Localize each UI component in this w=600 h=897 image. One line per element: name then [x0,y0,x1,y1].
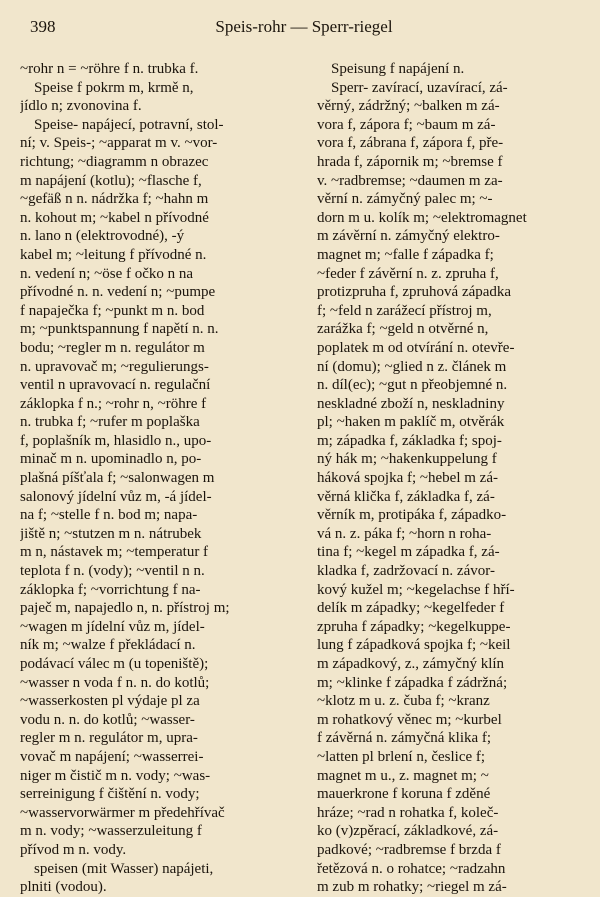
entry-line: minač m n. upominadlo n, po- [20,451,202,468]
entry-line: m; ~punktspannung f napětí n. n. [20,321,219,338]
entry-line: kabel m; ~leitung f přívodné n. [20,246,207,263]
entry-line: ko (v)zpěrací, základkové, zá- [317,823,499,840]
entry-line: bodu; ~regler m n. regulátor m [20,339,205,356]
entry-line: f; ~feld n zarážecí přístroj m, [317,302,492,319]
entry-line: hrada f, zápornik m; ~bremse f [317,153,503,170]
entry-line: plašná píšťala f; ~salonwagen m [20,470,215,487]
entry-line: ~latten pl brlení n, česlice f; [317,748,486,765]
entry-line: plniti (vodou). [20,879,107,896]
entry-line: ný hák m; ~hakenkuppelung f [317,451,497,468]
entry-line: f závěrná n. zámyčná klika f; [317,730,492,747]
entry-line: Sperr- zavírací, uzavírací, zá- [331,79,508,96]
entry-line: tina f; ~kegel m západka f, zá- [317,544,500,561]
entry-line: podávací válec m (u topeniště); [20,656,209,672]
entry-line: richtung; ~diagramm n obrazec [20,153,209,170]
entry-line: teplota f n. (vody); ~ventil n n. [20,563,205,580]
entry-line: serreinigung f čištění n. vody; [20,786,200,803]
entry-line: ~klotz m u. z. čuba f; ~kranz [317,693,490,710]
entry-line: vodu n. n. do kotlů; ~wasser- [20,711,195,728]
entry-line: regler m n. regulátor m, upra- [20,730,198,747]
entry-line: ~wagen m jídelní vůz m, jídel- [20,618,205,635]
entry-line: ~gefäß n n. nádržka f; ~hahn m [20,191,209,208]
entry-line: neskladné zboží n, neskladniny [317,395,505,412]
entry-line: m; západka f, základka f; spoj- [317,432,502,449]
entry-line: věrník m, protipáka f, západko- [317,507,507,524]
entry-line: m; ~klinke f západka f zádržná; [317,674,508,691]
entry-line: n. trubka f; ~rufer m poplaška [20,414,200,431]
entry-line: kladka f, zadržovací n. závor- [317,563,495,580]
entry-line: magnet m; ~falle f západka f; [317,246,494,263]
entry-line: věrní n. zámyčný palec m; ~- [317,191,493,208]
entry-line: ~wasser n voda f n. n. do kotlů; [20,674,210,691]
entry-line: n. upravovač m; ~regulierungs- [20,358,209,375]
entry-line: kový kužel m; ~kegelachse f hří- [317,581,515,598]
entry-line: n. kohout m; ~kabel n přívodné [20,209,209,226]
entry-line: Speise- napájecí, potravní, stol- [34,116,224,133]
entry-line: jídlo n; zvonovina f. [20,98,142,115]
entry-line: jiště n; ~stutzen m n. nátrubek [20,525,202,542]
entry-line: vora f, zápora f; ~baum m zá- [317,116,496,133]
entry-line: mauerkrone f koruna f zděné [317,786,491,803]
entry-line: ník m; ~walze f překládací n. [20,637,196,654]
entry-line: věrný, zádržný; ~balken m zá- [317,98,500,115]
entry-line: přívod m n. vody. [20,841,127,858]
entry-line: vovač m napájení; ~wasserrei- [20,748,204,765]
entry-line: ~rohr n = ~röhre f n. trubka f. [20,61,199,77]
entry-line: věrná klička f, základka f, zá- [317,488,495,505]
entry-line: speisen (mit Wasser) napájeti, [34,860,214,877]
entry-line: vora f, zábrana f, zápora f, pře- [317,135,504,152]
entry-line: ~wasservorwärmer m předehřívač [20,804,225,821]
entry-line: zpruha f západky; ~kegelkuppe- [317,618,511,635]
entry-line: háková spojka f; ~hebel m zá- [317,470,498,487]
entry-line: dorn m u. kolík m; ~elektromagnet [317,209,527,226]
entry-line: lung f západková spojka f; ~keil [317,637,511,654]
entry-line: niger m čistič m n. vody; ~was- [20,767,211,784]
entry-line: m n, nástavek m; ~temperatur f [20,544,209,561]
entry-line: na f; ~stelle f n. bod m; napa- [20,507,198,524]
entry-line: f, poplašník m, hlasidlo n., upo- [20,432,212,449]
entry-line: Speise f pokrm m, krmě n, [34,79,194,96]
entry-line: m n. vody; ~wasserzuleitung f [20,823,202,840]
entry-line: řetězová n. o rohatce; ~radzahn [317,860,506,877]
entry-line: záklopka f n.; ~rohr n, ~röhre f [20,395,207,412]
entry-line: vá n. z. páka f; ~horn n roha- [317,525,492,542]
page-number: 398 [30,17,56,36]
left-column [20,60,297,897]
entry-line: ~feder f závěrní n. z. zpruha f, [317,265,499,282]
entry-line: m rohatkový věnec m; ~kurbel [317,711,502,728]
entry-line: přívodné n. n. vedení n; ~pumpe [20,284,216,301]
entry-line: protizpruha f, zpruhová západka [317,284,512,301]
entry-line: m zub m rohatky; ~riegel m zá- [317,879,507,896]
entry-line: v. ~radbremse; ~daumen m za- [317,172,503,189]
entry-line: f napaječka f; ~punkt m n. bod [20,302,205,319]
running-title: Speis-rohr — Sperr-riegel [215,17,393,36]
entry-line: m západkový, z., zámyčný klín [317,656,505,672]
entry-line: n. díl(ec); ~gut n přeobjemné n. [317,377,508,394]
entry-line: m napájení (kotlu); ~flasche f, [20,172,202,189]
entry-line: n. lano n (elektrovodné), -ý [20,228,185,245]
entry-line: n. vedení n; ~öse f očko n na [20,265,194,282]
entry-line: ~wasserkosten pl výdaje pl za [20,693,200,710]
entry-line: ventil n upravovací n. regulační [20,377,211,394]
entry-line: delík m západky; ~kegelfeder f [317,600,505,617]
entry-line: magnet m u., z. magnet m; ~ [317,767,489,784]
entry-line: pl; ~haken m paklíč m, otvěrák [317,414,505,431]
page-header [20,17,588,41]
entry-line: ní; v. Speis-; ~apparat m v. ~vor- [20,135,218,152]
entry-line: ní (domu); ~glied n z. článek m [317,358,507,375]
entry-line: hráze; ~rad n rohatka f, koleč- [317,804,499,821]
entry-line: salonový jídelní vůz m, -á jídel- [20,488,212,505]
right-column [317,60,594,897]
entry-line: poplatek m od otvírání n. otevře- [317,339,515,356]
entry-line: paječ m, napajedlo n, n. přístroj m; [20,600,230,617]
entry-line: záklopka f; ~vorrichtung f na- [20,581,201,598]
entry-line: m závěrní n. zámyčný elektro- [317,228,500,245]
entry-line: Speisung f napájení n. [331,61,465,77]
entry-line: zarážka f; ~geld n otvěrné n, [317,321,489,338]
entry-line: padkové; ~radbremse f brzda f [317,841,501,858]
